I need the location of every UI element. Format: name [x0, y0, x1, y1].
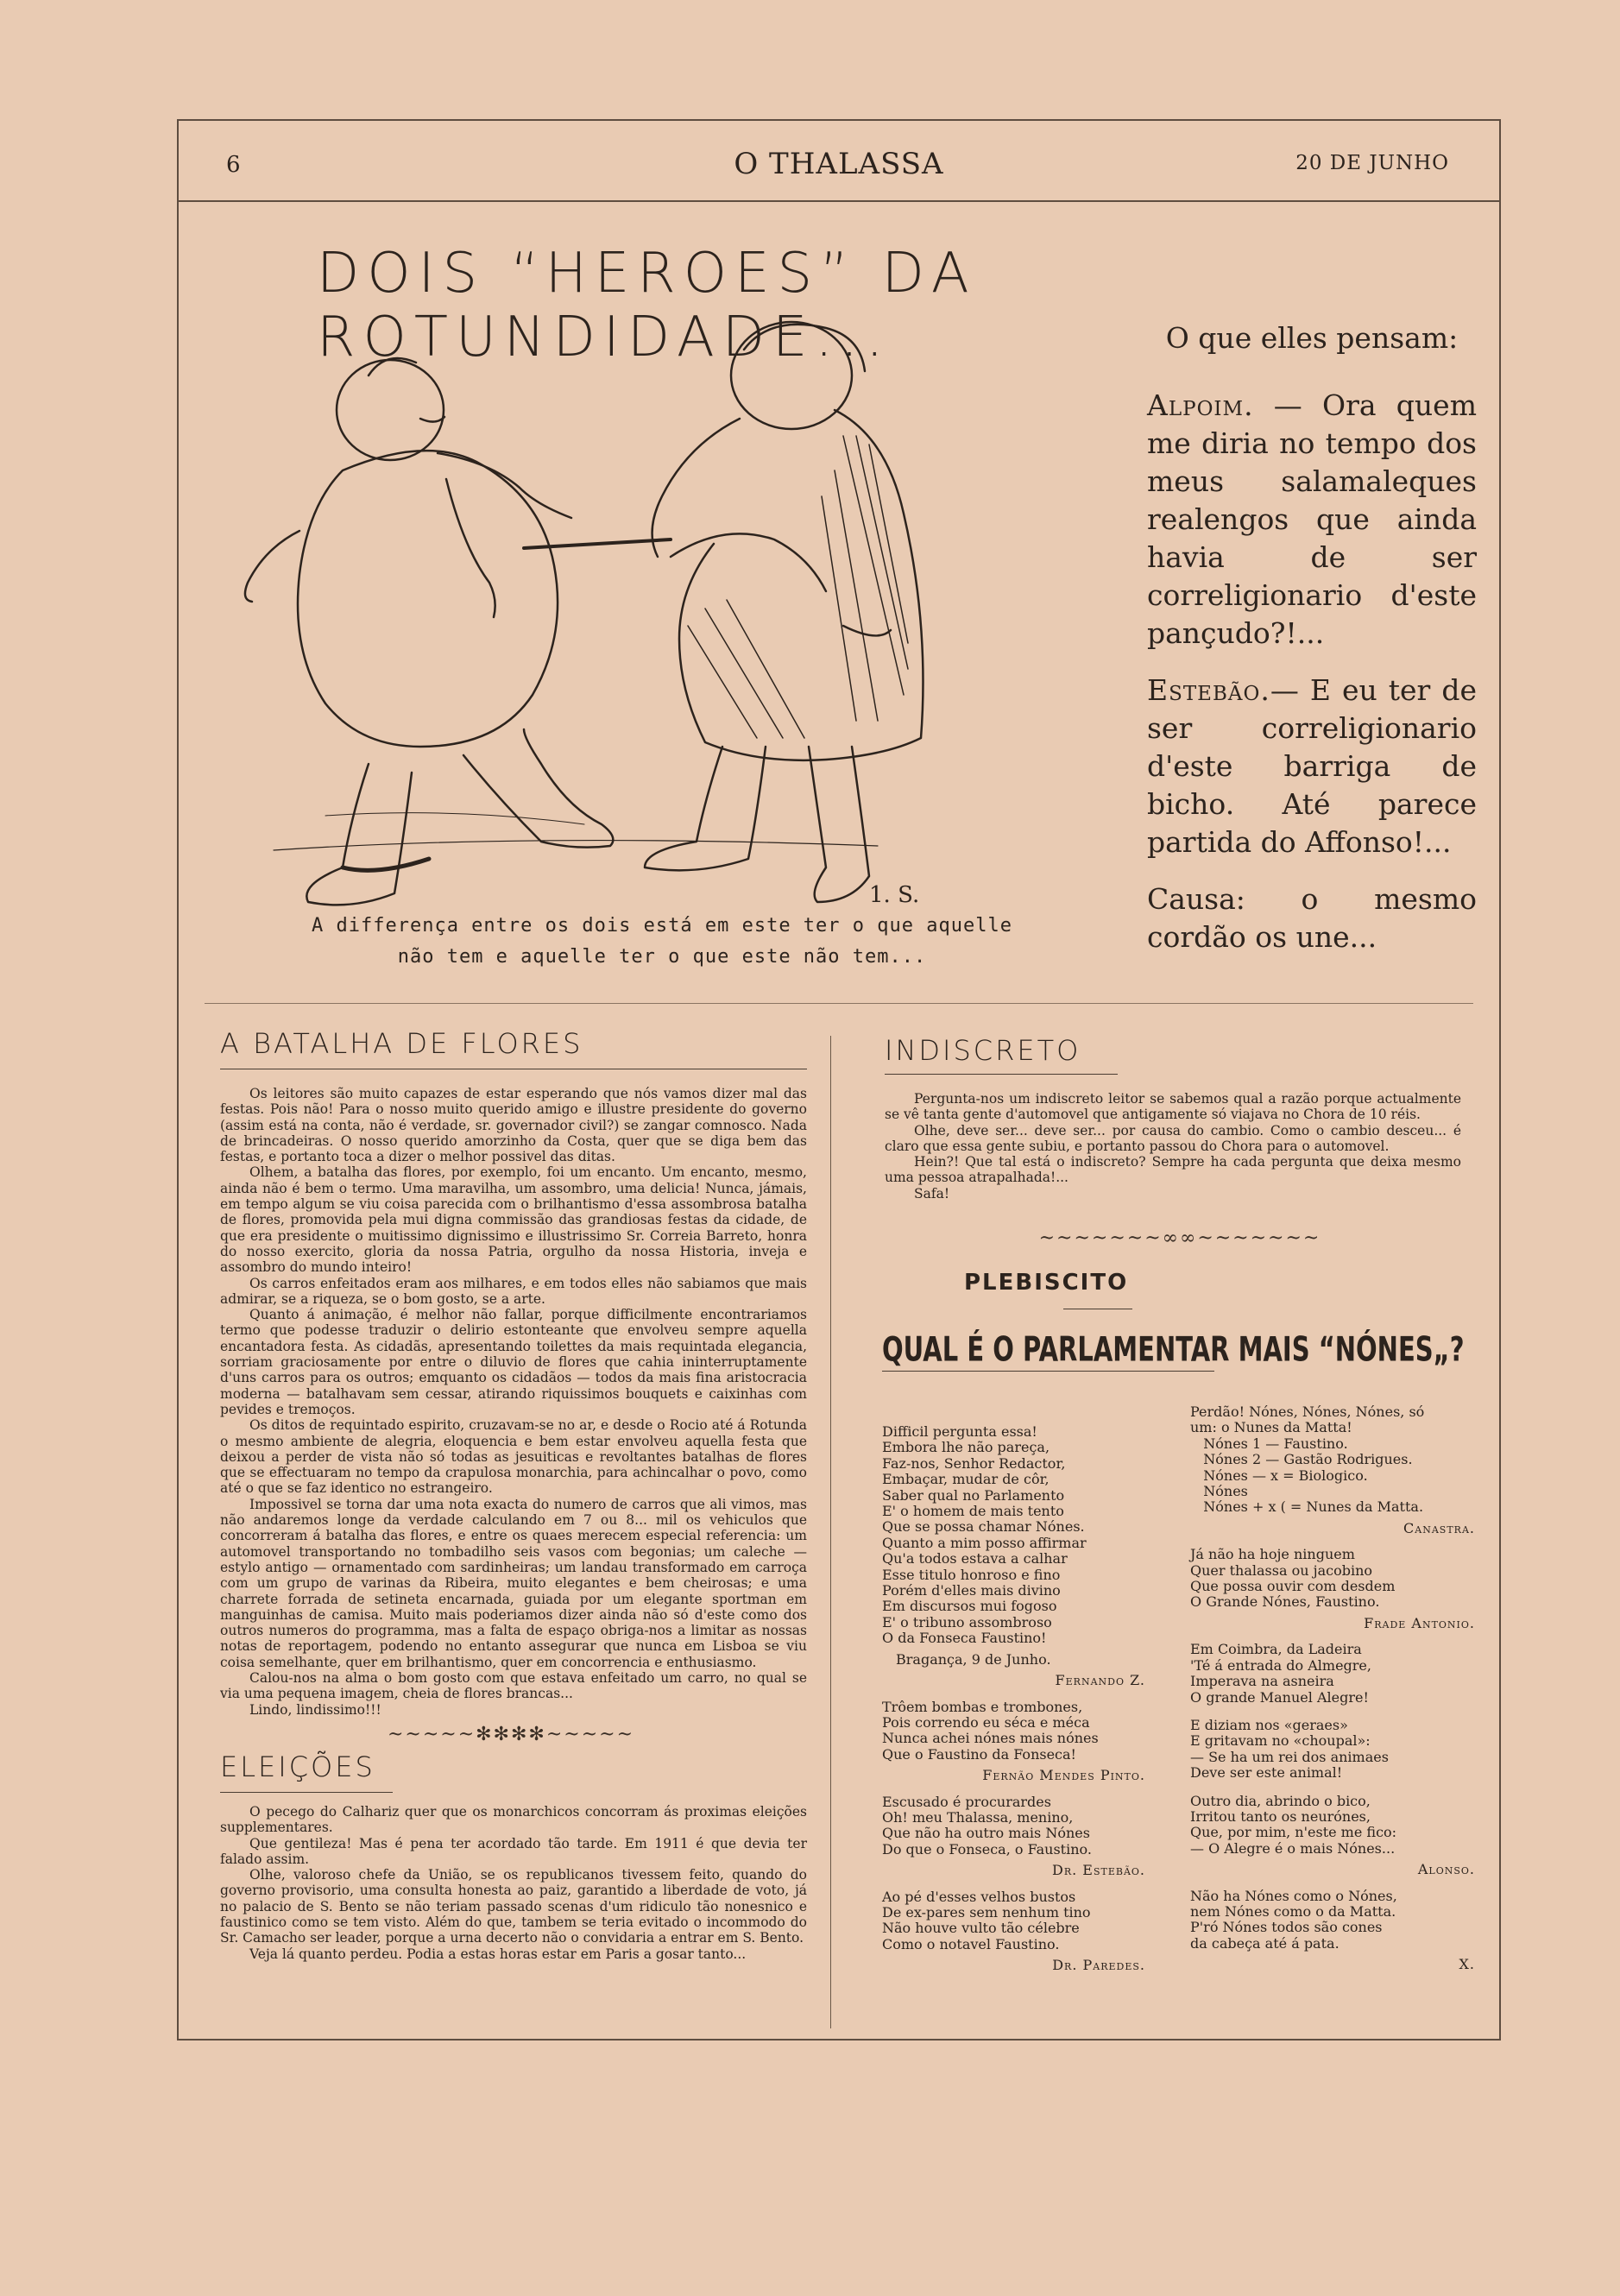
cartoon-caption	[205, 911, 1119, 973]
poem-line: O grande Manuel Alegre!	[1190, 1688, 1369, 1706]
section-divider	[205, 1003, 1473, 1004]
estebao-speech: — E eu ter de ser correligionario d'este barriga de bicho. Até parece partida do Affonso!...	[1147, 673, 1477, 859]
poem-line: Quer thalassa ou jacobino	[1190, 1561, 1373, 1579]
poem-line: nem Nónes como o da Matta.	[1190, 1902, 1396, 1920]
indiscreto-ornament: ~~~~~~~∞∞~~~~~~~	[1038, 1227, 1321, 1249]
poem-line: — O Alegre é o mais Nónes...	[1190, 1839, 1396, 1857]
poem-line: E' o homem de mais tento	[882, 1503, 1064, 1520]
alpoim-speech: — Ora quem me diria no tempo dos meus salamaleques realengos que ainda havia de ser correligionario d'este pançudo?!...	[1147, 388, 1477, 650]
poem-line: O da Fonseca Faustino!	[882, 1630, 1047, 1647]
poem-line: Irritou tanto os neurónes,	[1190, 1807, 1371, 1825]
plebiscito-question-rule	[882, 1371, 1214, 1372]
dialog-alpoim	[1147, 387, 1477, 653]
poem-line: um: o Nunes da Matta!	[1190, 1419, 1352, 1436]
eleicoes-paragraph: O pecego do Calhariz quer que os monarchicos concorram ás proximas eleições supplementares.	[220, 1804, 807, 1836]
poem-line: Que, por mim, n'este me fico:	[1190, 1824, 1397, 1841]
poem-line: O Grande Nónes, Faustino.	[1190, 1593, 1380, 1611]
poem-entry	[1190, 1642, 1475, 1877]
poem-line: Escusado é procurardes	[882, 1793, 1051, 1810]
poem-signature: Fernão Mendes Pinto.	[982, 1767, 1145, 1784]
poem-signature: Alonso.	[1417, 1861, 1475, 1878]
poem-line: Em Coimbra, da Ladeira	[1190, 1641, 1362, 1658]
poem-line: Já não ha hoje ninguem	[1190, 1546, 1355, 1563]
poem-signature: Frade Antonio.	[1364, 1614, 1475, 1631]
poem-line	[1190, 1706, 1475, 1718]
poem-entry	[882, 1424, 1145, 1689]
poem-entry	[882, 1795, 1145, 1879]
cartoon-headline: DOIS “HEROES” DA ROTUNDIDADE...	[317, 242, 977, 369]
poem-line: Esse titulo honroso e fino	[882, 1566, 1061, 1583]
eleicoes-paragraph: Veja lá quanto perdeu. Podia a estas horas estar em Paris a gosar tanto...	[249, 1946, 747, 1962]
batalha-article	[220, 1086, 807, 1718]
poem-signature: X.	[1459, 1956, 1475, 1973]
plebiscito-title: PLEBISCITO	[964, 1270, 1129, 1296]
poem-signature: Fernando Z.	[1055, 1672, 1145, 1689]
poem-entry	[1190, 1404, 1475, 1536]
poem-line: P'ró Nónes todos são cones	[1190, 1919, 1383, 1936]
poem-line: Nónes — x = Biologico.	[1190, 1467, 1368, 1484]
poem-entry	[882, 1889, 1145, 1974]
page-frame	[177, 119, 1501, 2041]
indiscreto-title-rule	[885, 1074, 1118, 1075]
dialog-causa: Causa: o mesmo cordão os une...	[1147, 882, 1477, 954]
poem-line: Que não ha outro mais Nónes	[882, 1825, 1090, 1842]
batalha-paragraph: Lindo, lindissimo!!!	[249, 1701, 381, 1718]
plebiscito-question: QUAL É O PARLAMENTAR MAIS “NÓNES„?	[882, 1329, 1465, 1369]
batalha-paragraph: Impossivel se torna dar uma nota exacta do numero de carros que ali vimos, mas não andaremos longe da verdade calculando em 7 ou 8... mil os vehiculos que concorreram á batalha das flores, e entre os quaes merecem especial referencia: um automovel transportando no tombadilho seis vasos com begonias; um caleche — estylo antigo — ornamentado com sardinheiras; um landau transformado em carroça com um grupo de varinas da Ribeira, muito elegantes e bem cheirosas; e uma charrete forrada de setineta encarnada, guiada por um elegante sportman em manguinhas de camisa. Muito mais poderiamos dizer ainda não só d'este como dos outros numeros do programma, mas a falta de espaço obriga-nos a limitar as nossas notas de reportagem, podendo no entanto assegurar que nunca em Lisboa se viu coisa semelhante, quer em brilhantismo, quer em concorrencia e enthusiasmo.	[220, 1496, 807, 1670]
indiscreto-article	[885, 1091, 1461, 1202]
poem-line: Nónes 2 — Gastão Rodrigues.	[1190, 1451, 1413, 1468]
poem-line: Imperava na asneira	[1190, 1673, 1334, 1690]
tall-man-figure	[645, 322, 923, 902]
plebiscito-left-column	[882, 1424, 1145, 1984]
poem-line: Que o Faustino da Fonseca!	[882, 1745, 1076, 1763]
column-rule	[830, 1036, 831, 2028]
poem-line: Nónes + x ( = Nunes da Matta.	[1190, 1498, 1424, 1516]
poem-signature: Dr. Estebão.	[1052, 1862, 1145, 1879]
poem-line: Deve ser este animal!	[1190, 1764, 1343, 1782]
poem-line: Em discursos mui fogoso	[882, 1598, 1057, 1615]
poem-line: E' o tribuno assombroso	[882, 1613, 1052, 1631]
indiscreto-paragraph: Pergunta-nos um indiscreto leitor se sabemos qual a razão porque actualmente se vê tanta gente d'automovel que antigamente só viajava no Chora de 10 réis.	[885, 1091, 1461, 1123]
poem-entry	[882, 1700, 1145, 1784]
poem-line: Nónes 1 — Faustino.	[1190, 1435, 1348, 1452]
eleicoes-article	[220, 1804, 807, 1962]
poem-line: Pois correndo eu séca e méca	[882, 1713, 1090, 1731]
poem-line: Não ha Nónes como o Nónes,	[1190, 1887, 1397, 1904]
poem-line: Faz-nos, Senhor Redactor,	[882, 1454, 1066, 1472]
poem-line: E diziam nos «geraes»	[1190, 1716, 1348, 1733]
poem-line	[1190, 1782, 1475, 1794]
speaker-alpoim: Alpoim.	[1147, 388, 1254, 422]
plebiscito-right-column	[1190, 1404, 1475, 1984]
poem-signature: Canastra.	[1403, 1519, 1475, 1536]
poem-line: Qu'a todos estava a calhar	[882, 1550, 1068, 1567]
poem-line: Trôem bombas e trombones,	[882, 1698, 1083, 1715]
cartoon-dialog	[1147, 319, 1477, 975]
poem-line: Nónes	[1190, 1483, 1248, 1500]
cartoon-caption-line-2: não tem e aquelle ter o que este não tem...	[397, 946, 927, 968]
poem-line: 'Té á entrada do Almegre,	[1190, 1656, 1371, 1674]
poem-line: Não houve vulto tão célebre	[882, 1920, 1080, 1937]
header-divider	[179, 200, 1499, 202]
cartoon-caption-line-1: A differença entre os dois está em este ter o que aquelle	[312, 915, 1012, 937]
artist-signature: 1. S.	[869, 882, 920, 908]
poem-line: Que possa ouvir com desdem	[1190, 1578, 1396, 1595]
poem-line: Outro dia, abrindo o bico,	[1190, 1792, 1371, 1809]
poem-line: da cabeça até á pata.	[1190, 1934, 1339, 1952]
poem-line: Perdão! Nónes, Nónes, Nónes, só	[1190, 1403, 1425, 1420]
poem-line: Porém d'elles mais divino	[882, 1582, 1061, 1599]
batalha-paragraph: Olhem, a batalha das flores, por exemplo, foi um encanto. Um encanto, mesmo, ainda não é bem o termo. Uma maravilha, um assombro, uma delicia! Nunca, jámais, em tempo algum se viu coisa parecida com o brilhantismo d'essa assombrosa batalha de flores, promovida pela mui digna commissão das grandiosas festas da cidade, de que era presidente o muitissimo dignissimo e illustrissimo Sr. Correia Barreto, honra do nosso exercito, gloria da nossa Patria, orgulho da nossa Historia, inveja e assombro do mundo inteiro!	[220, 1164, 807, 1276]
newspaper-title: O THALASSA	[734, 147, 944, 181]
poem-line: E gritavam no «choupal»:	[1190, 1732, 1371, 1750]
batalha-ornament: ~~~~~✻✻✻✻~~~~~	[387, 1724, 635, 1745]
batalha-paragraph: Calou-nos na alma o bom gosto com que estava enfeitado um carro, no qual se via uma pequena imagem, cheia de flores brancas...	[220, 1669, 807, 1702]
poem-line: Embora lhe não pareça,	[882, 1439, 1050, 1456]
eleicoes-title-rule	[220, 1792, 393, 1793]
poem-line: — Se ha um rei dos animaes	[1190, 1748, 1389, 1765]
poem-line: Que se possa chamar Nónes.	[882, 1518, 1085, 1536]
poem-line: Do que o Fonseca, o Faustino.	[882, 1840, 1092, 1858]
batalha-paragraph: Os ditos de requintado espirito, cruzavam-se no ar, e desde o Rocio até á Rotunda o mesmo ambiente de alegria, eloquencia e bem estar envolveu aquella festa que deixou a perder de vista não só todas as jesuiticas e revoltantes batalhas de flores que se effectuaram no tempo da crapulosa monarchia, para achincalhar o povo, como até o que se faz identico no estrangeiro.	[220, 1417, 807, 1497]
poem-entry	[1190, 1889, 1475, 1973]
batalha-title: A BATALHA DE FLORES	[220, 1027, 583, 1060]
indiscreto-paragraph: Safa!	[914, 1185, 950, 1202]
poem-line: Difficil pergunta essa!	[882, 1423, 1037, 1440]
poem-place-date: Bragança, 9 de Junho.	[896, 1650, 1051, 1668]
eleicoes-title: ELEIÇÕES	[220, 1750, 375, 1783]
poem-line: Oh! meu Thalassa, menino,	[882, 1808, 1074, 1826]
poem-line: Saber qual no Parlamento	[882, 1486, 1065, 1504]
poem-line: Como o notavel Faustino.	[882, 1935, 1060, 1952]
dialog-lead: O que elles pensam:	[1165, 321, 1459, 355]
poem-signature: Dr. Paredes.	[1052, 1957, 1145, 1974]
batalha-paragraph: Os leitores são muito capazes de estar esperando que nós vamos dizer mal das festas. Pois não! Para o nosso muito querido amigo e illustre presidente do governo (assim está na conta, não é verdade, sr. governador civil?) se zangar comnosco. Nada de brincadeiras. O nosso querido amorzinho da Costa, quer que se diga bem das festas, e portanto toca a dizer o melhor possivel das ditas.	[220, 1086, 807, 1165]
indiscreto-paragraph: Hein?! Que tal está o indiscreto? Sempre ha cada pergunta que deixa mesmo uma pessoa atrapalhada!...	[885, 1154, 1461, 1186]
batalha-paragraph: Os carros enfeitados eram aos milhares, e em todos elles não sabiamos que mais admirar, se a riqueza, se o bom gosto, se a arte.	[220, 1275, 807, 1307]
dialog-estebao	[1147, 672, 1477, 861]
fat-man-figure	[245, 358, 671, 905]
indiscreto-paragraph: Olhe, deve ser... deve ser... por causa do cambio. Como o cambio desceu... é claro que essa gente subiu, e portanto passou do Chora para o automovel.	[885, 1122, 1461, 1154]
poem-line: De ex-pares sem nenhum tino	[882, 1903, 1091, 1921]
eleicoes-paragraph: Olhe, valoroso chefe da União, se os republicanos tivessem feito, quando do governo provisorio, uma consulta honesta ao paiz, garantido a liberdade de voto, já no palacio de S. Bento se não teriam passado scenas d'um ridiculo tão nonesnico e faustinico como se tem visto. Além do que, tambem se teria evitado o incommodo do Sr. Camacho ser leader, porque a urna decerto não o convidaria a entrar em S. Bento.	[220, 1867, 807, 1946]
batalha-paragraph: Quanto á animação, é melhor não fallar, porque difficilmente encontrariamos termo que podesse traduzir o delirio estonteante que envolveu sempre aquella encantadora festa. As cidadãs, apresentando toilettes da mais requintada elegancia, sorriam graciosamente por entre o diluvio de flores que cahia ininterruptamente d'uns carros para os outros; emquanto os cidadãos — todos da mais fina aristocracia moderna — batalhavam sem cessar, atirando riquissimos bouquets e caixinhas com pevides e tremoços.	[220, 1307, 807, 1417]
poem-line: Embaçar, mudar de côr,	[882, 1471, 1050, 1488]
poem-line: Nunca achei nónes mais nónes	[882, 1730, 1099, 1747]
poem-entry	[1190, 1547, 1475, 1631]
poem-line: Quanto a mim posso affirmar	[882, 1534, 1087, 1551]
indiscreto-title: INDISCRETO	[885, 1034, 1081, 1067]
page-number: 6	[226, 152, 241, 178]
speaker-estebao: Estebão.	[1147, 673, 1270, 707]
eleicoes-paragraph: Que gentileza! Mas é pena ter acordado tão tarde. Em 1911 é que devia ter falado assim.	[220, 1835, 807, 1867]
issue-date: 20 DE JUNHO	[1295, 152, 1449, 174]
poem-line: Ao pé d'esses velhos bustos	[882, 1888, 1076, 1905]
